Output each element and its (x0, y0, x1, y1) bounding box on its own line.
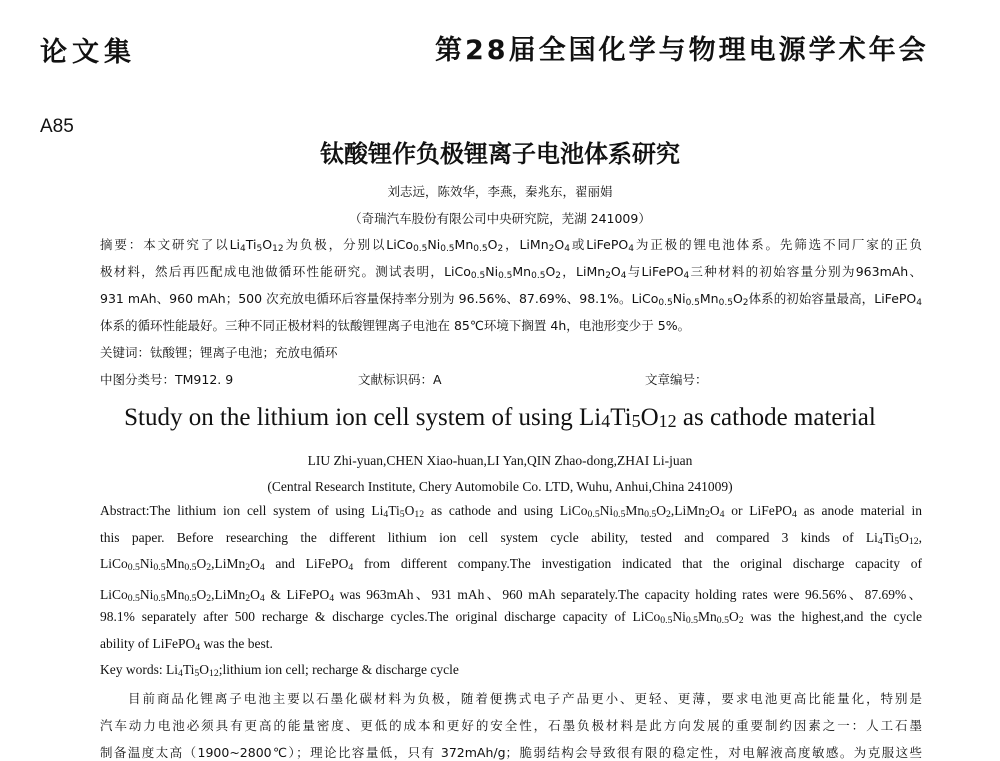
keywords-en: Key words: $Li_4Ti_5O_{12};lithium$ ion cell; recharge & discharge cycle (100, 662, 459, 679)
abstract-cn-line: 体系的循环性能最好。三种不同正极材料的钛酸锂锂离子电池在 85℃环境下搁置 4h，电池形变少于 5%。 (100, 318, 691, 333)
class-number: 中图分类号：TM912. 9 (100, 372, 234, 387)
authors-en: LIU Zhi-yuan,CHEN Xiao-huan,LI Yan,QIN Zhao-dong,ZHAI Li-juan (307, 453, 693, 468)
abstract-en-line: Abstract:The lithium ion cell system of using $Li_4Ti_5O_{12}$ as cathode and using $LiCo_{0.5}Ni_{0.5}Mn_{0.5}O_2,LiMn_2O_4$ or LiFePO$_4$ as anode material in (100, 503, 922, 520)
abstract-cn-line: 摘要：本文研究了以$Li_4Ti_5O_{12}$为负极，分别以$LiCo_{0.5}Ni_{0.5}Mn_{0.5}O_2$，$LiMn_2O_4$或LiFePO$_4$为正极的锂电池体系。先筛选不同厂家的正负 (100, 237, 922, 254)
abstract-en-line: ability of LiFePO$_4$ was the best. (100, 636, 273, 653)
authors-cn: 刘志远，陈效华，李燕，秦兆东，翟丽娟 (387, 184, 613, 199)
abstract-en-line: $LiCo_{0.5}Ni_{0.5}Mn_{0.5}O_2,LiMn_2O_4$ and LiFePO$_4$ from different company.The investigation indicated that the original discharge capacity of (100, 556, 922, 573)
body-paragraph-line: 制备温度太高（1900~2800℃）；理论比容量低，只有 372mAh/g；脆弱结构会导致很有限的稳定性，对电解液高度敏感。为克服这些 (100, 745, 922, 760)
abstract-en-line: $LiCo_{0.5}Ni_{0.5}Mn_{0.5}O_2,LiMn_2O_4$ & LiFePO$_4$ was 963mAh、931 mAh、960 mAh separately.The capacity holding rates were 96.56%、87.69%、 (100, 587, 922, 604)
affiliation-en: (Central Research Institute, Chery Automobile Co. LTD, Wuhu, Anhui,China 241009) (267, 479, 733, 494)
classification-row (100, 370, 922, 386)
paper-code: A85 (40, 116, 74, 137)
header-right: 第28届全国化学与物理电源学术年会 (435, 35, 929, 66)
body-paragraph-line: 汽车动力电池必须具有更高的能量密度、更低的成本和更好的安全性，石墨负极材料是此方向发展的重要制约因素之一：人工石墨 (100, 718, 922, 733)
title-cn: 钛酸锂作负极锂离子电池体系研究 (320, 140, 680, 168)
header-left: 论文集 (40, 37, 136, 68)
abstract-cn-line: 931 mAh、960 mAh；500 次充放电循环后容量保持率分别为 96.56%、87.69%、98.1%。$LiCo_{0.5}Ni_{0.5}Mn_{0.5}O_2$体系的初始容量最高，LiFePO$_4$ (100, 291, 922, 308)
keywords-cn: 关键词：钛酸锂；锂离子电池；充放电循环 (100, 345, 338, 360)
abstract-cn-line: 极材料，然后再匹配成电池做循环性能研究。测试表明，$LiCo_{0.5}Ni_{0.5}Mn_{0.5}O_2$，$LiMn_2O_4$与LiFePO$_4$三种材料的初始容量分别为963mAh、 (100, 264, 922, 281)
abstract-en-line: this paper. Before researching the different lithium ion cell system cycle ability, tested and compared 3 kinds of $Li_4Ti_5O_{12}$, (100, 530, 922, 547)
affiliation-cn: （奇瑞汽车股份有限公司中央研究院，芜湖 241009） (349, 211, 651, 226)
article-number: 文章编号： (645, 372, 708, 387)
body-paragraph-line: 目前商品化锂离子电池主要以石墨化碳材料为负极，随着便携式电子产品更小、更轻、更薄，要求电池更高比能量化，特别是 (128, 691, 922, 706)
title-en: Study on the lithium ion cell system of using $Li_4Ti_5O_{12}$ as cathode material (124, 404, 876, 431)
document-code: 文献标识码：A (358, 372, 442, 387)
abstract-en-line: 98.1% separately after 500 recharge & discharge cycles.The original discharge capacity of $LiCo_{0.5}Ni_{0.5}Mn_{0.5}O_2$ was the highest,and the cycle (100, 609, 922, 626)
